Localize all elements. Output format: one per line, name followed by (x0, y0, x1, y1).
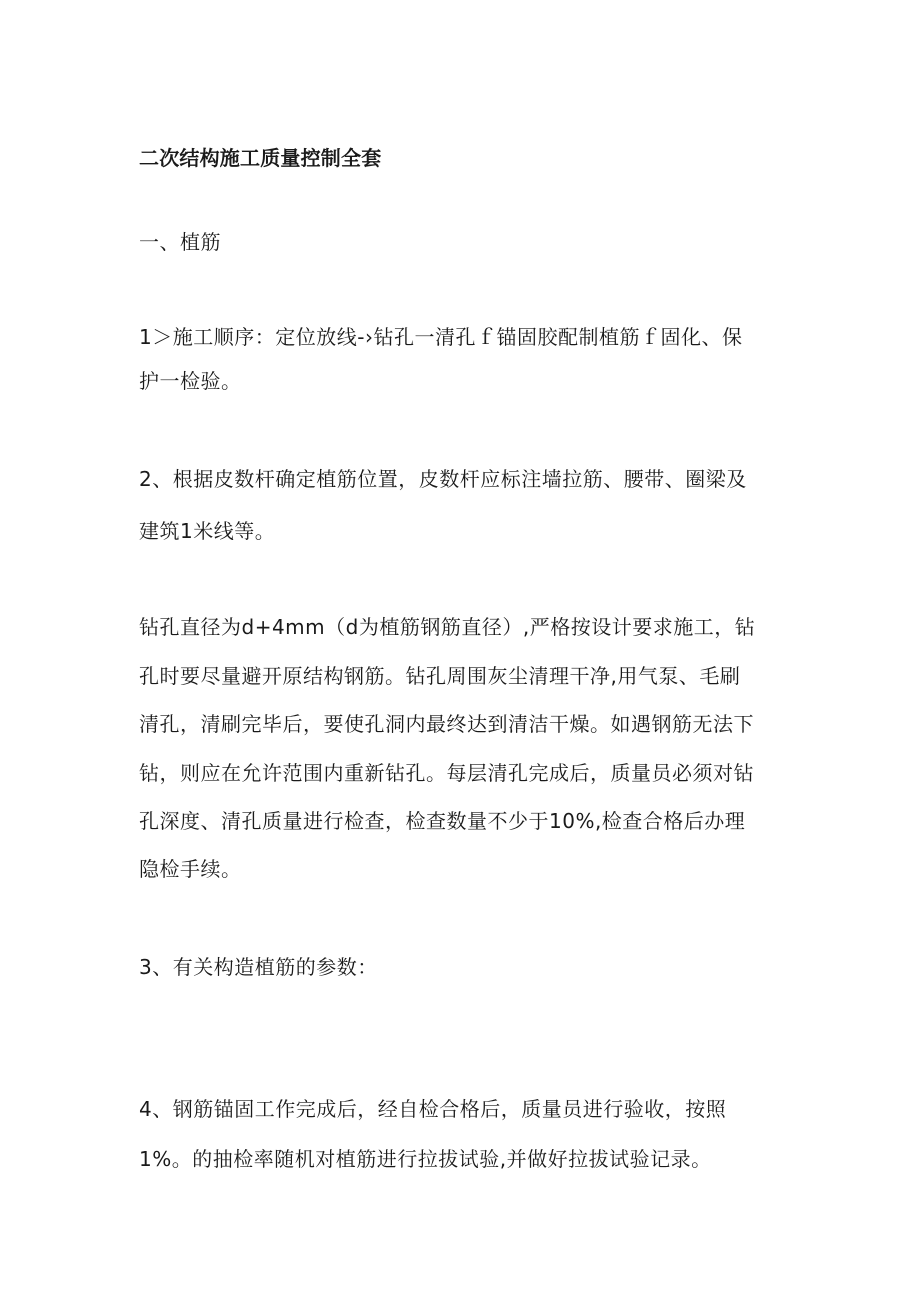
drilling-paragraph-line-4: 钻，则应在允许范围内重新钻孔。每层清孔完成后，质量员必须对钻 (139, 761, 754, 785)
item-4-line-2: 1%。的抽检率随机对植筋进行拉拔试验,并做好拉拔试验记录。 (139, 1147, 712, 1171)
drilling-paragraph-line-6: 隐检手续。 (139, 857, 242, 881)
document-title: 二次结构施工质量控制全套 (139, 146, 382, 170)
drilling-paragraph-line-5: 孔深度、清孔质量进行检查，检查数量不少于10%,检查合格后办理 (139, 809, 746, 833)
drilling-paragraph-line-2: 孔时要尽量避开原结构钢筋。钻孔周围灰尘清理干净,用气泵、毛刷 (139, 664, 741, 688)
item-1-line-2: 护一检验。 (139, 369, 242, 393)
item-2-line-1: 2、根据皮数杆确定植筋位置，皮数杆应标注墙拉筋、腰带、圈梁及 (139, 467, 747, 491)
item-4-line-1: 4、钢筋锚固工作完成后，经自检合格后，质量员进行验收，按照 (139, 1097, 727, 1121)
drilling-paragraph-line-1: 钻孔直径为d+4mm（d为植筋钢筋直径）,严格按设计要求施工，钻 (139, 615, 756, 639)
section-heading-rebar-planting: 一、植筋 (139, 230, 221, 254)
item-2-line-2: 建筑1米线等。 (139, 519, 276, 543)
item-3: 3、有关构造植筋的参数： (139, 955, 378, 979)
item-1-line-1: 1＞施工顺序：定位放线-›钻孔一清孔ｆ锚固胶配制植筋ｆ固化、保 (139, 325, 743, 349)
drilling-paragraph-line-3: 清孔，清刷完毕后，要使孔洞内最终达到清洁干燥。如遇钢筋无法下 (139, 712, 754, 736)
